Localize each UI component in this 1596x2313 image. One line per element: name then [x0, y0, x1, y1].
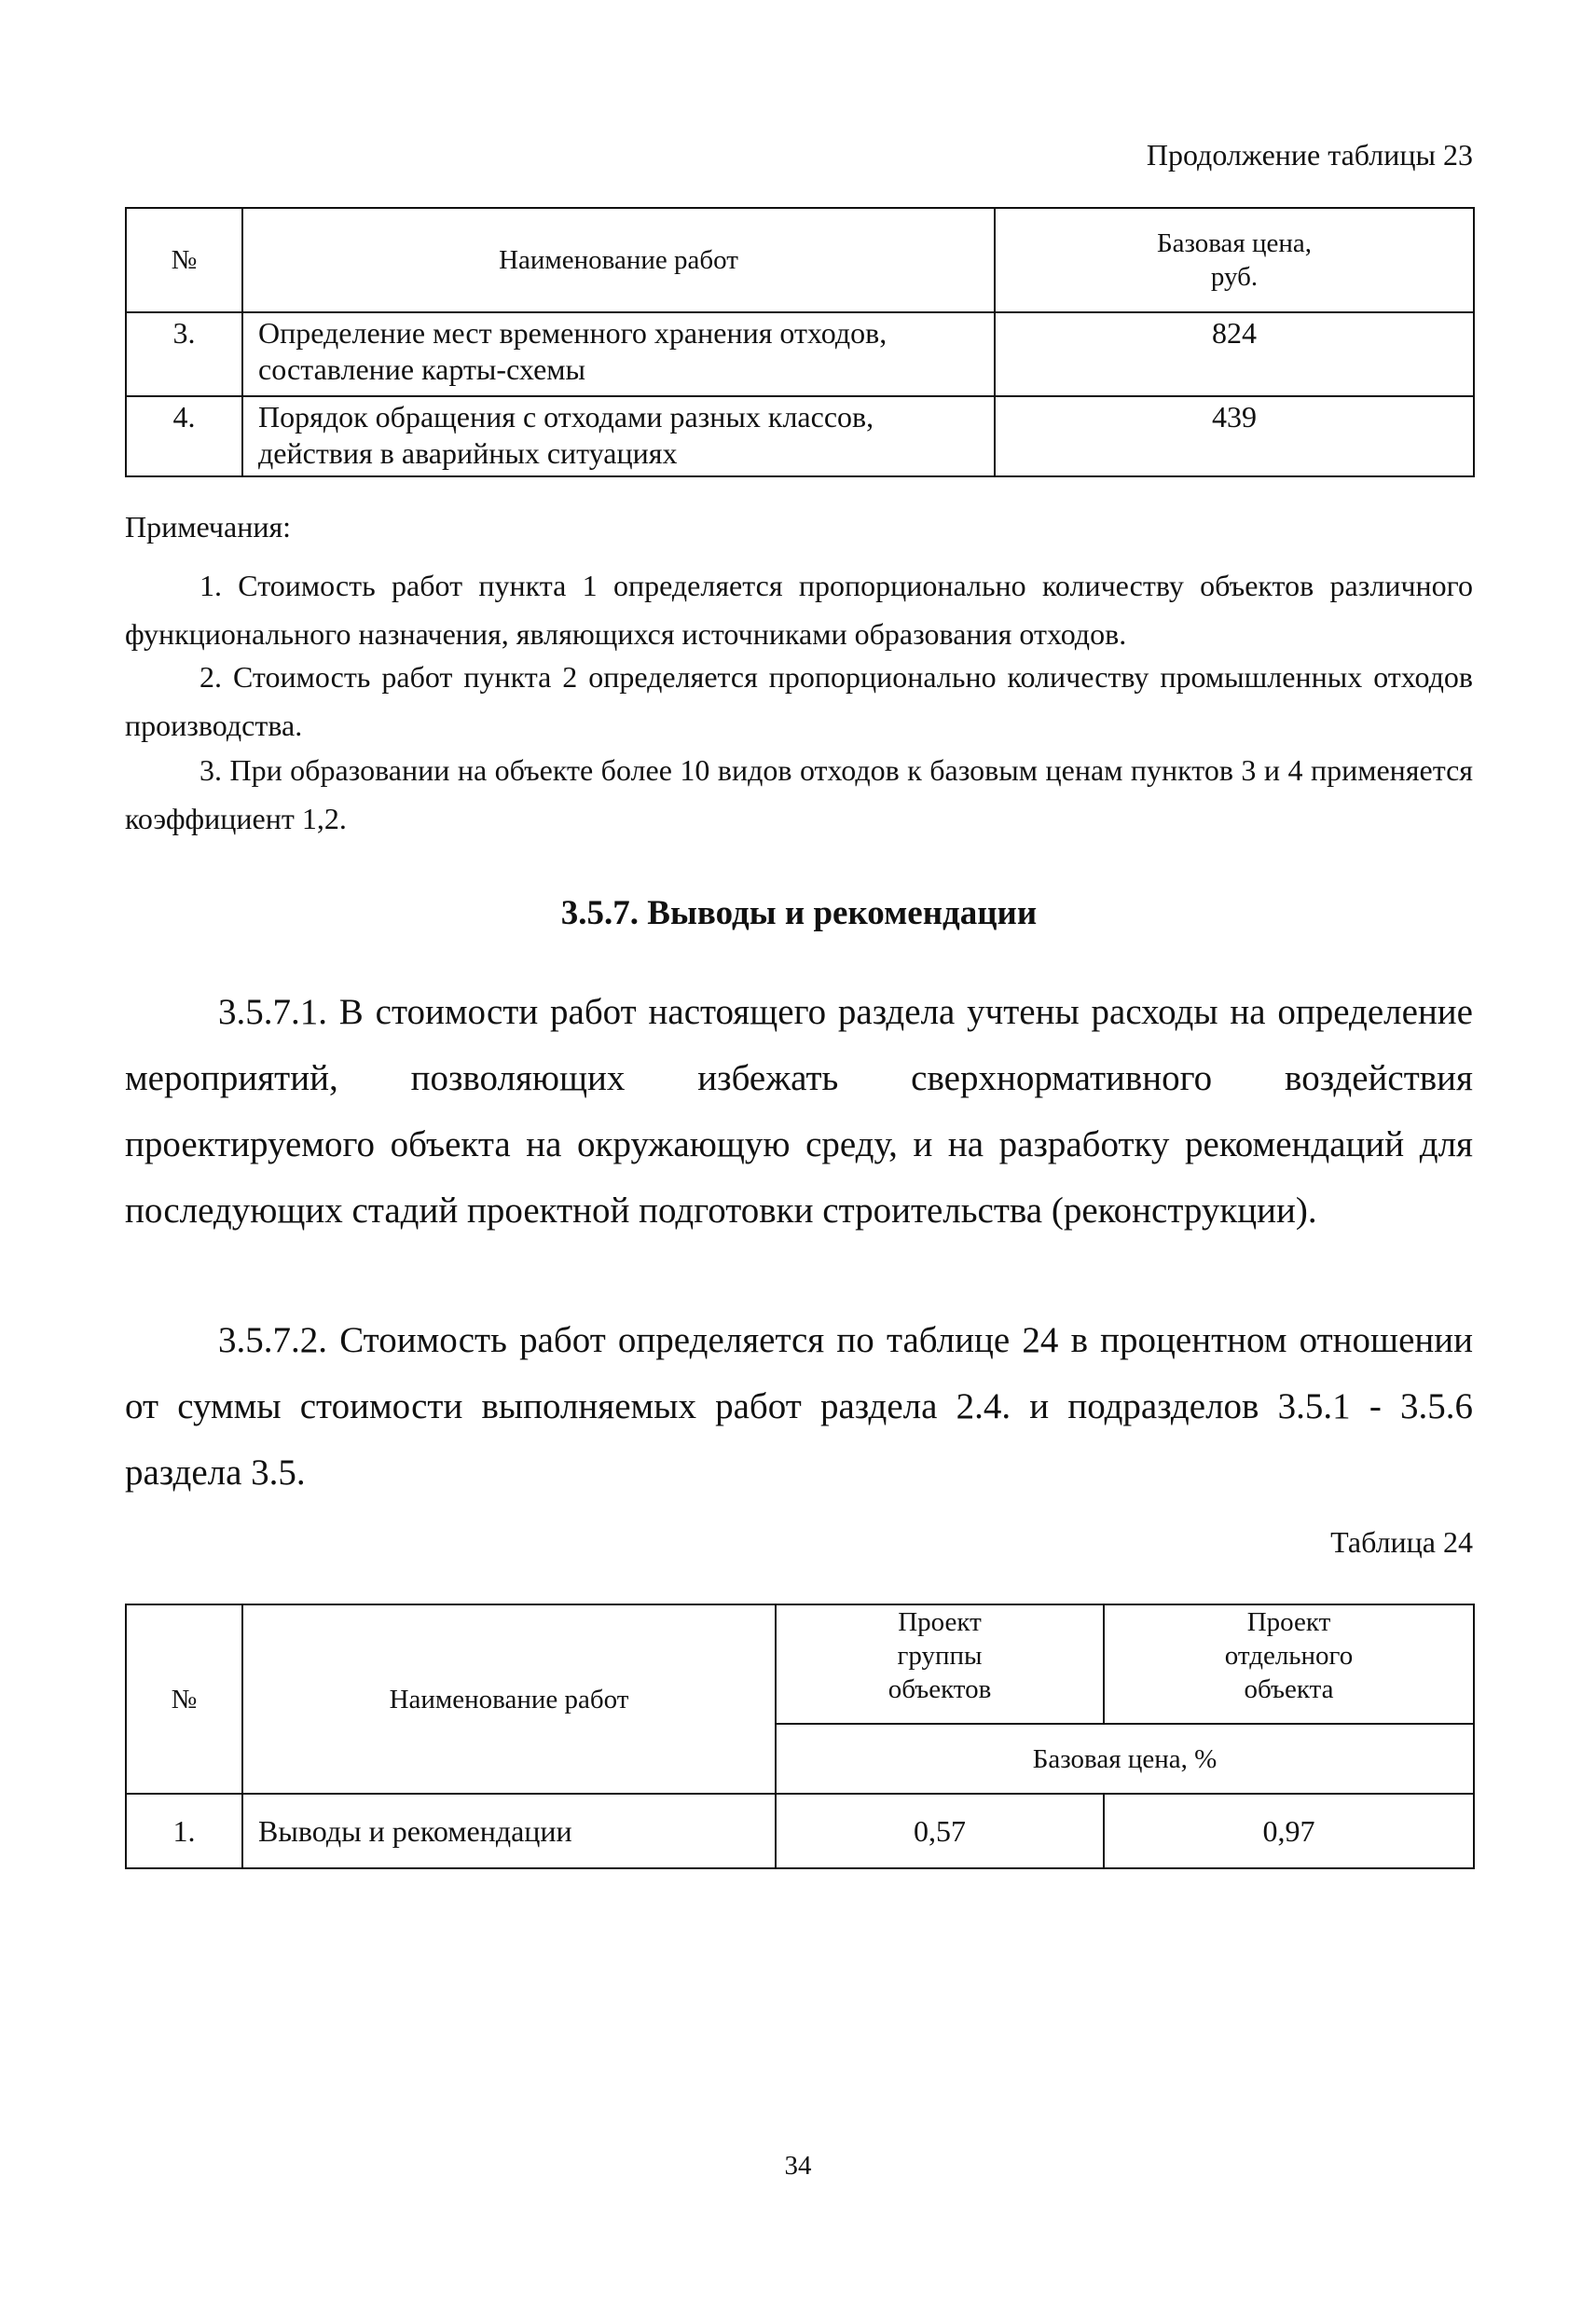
note-item: 1. Стоимость работ пункта 1 определяется пропорционально количеству объектов различного функционального назначения, являющихся источниками образования отходов.	[125, 569, 1473, 651]
row-work-name: Выводы и рекомендации	[242, 1794, 776, 1868]
section-paragraph: 3.5.7.2. Стоимость работ определяется по таблице 24 в процентном отношении от суммы стоимости выполняемых работ раздела 2.4. и подразделов 3.5.1 - 3.5.6 раздела 3.5.	[125, 1320, 1473, 1493]
table-row	[126, 1794, 1474, 1868]
column-header-base-price-percent: Базовая цена, %	[776, 1724, 1474, 1794]
table-row	[126, 312, 1474, 396]
row-work-name: Определение мест временного хранения отходов, составление карты-схемы	[242, 312, 995, 396]
table-header-row	[126, 1604, 1474, 1724]
table-24-caption: Таблица 24	[1330, 1525, 1473, 1559]
table-23	[125, 207, 1475, 477]
note-item: 2. Стоимость работ пункта 2 определяется пропорционально количеству промышленных отходов производства.	[125, 660, 1473, 742]
row-number: 4.	[126, 396, 242, 476]
table-row	[126, 396, 1474, 476]
column-header-group-project: Проект группы объектов	[776, 1604, 1104, 1724]
notes-title: Примечания:	[125, 510, 292, 544]
row-work-name: Порядок обращения с отходами разных классов, действия в аварийных ситуациях	[242, 396, 995, 476]
column-header-work-name: Наименование работ	[242, 1604, 776, 1794]
row-number: 3.	[126, 312, 242, 396]
column-header-number: №	[126, 1604, 242, 1794]
row-base-price: 439	[995, 396, 1474, 476]
row-base-price: 824	[995, 312, 1474, 396]
table-24	[125, 1604, 1475, 1869]
column-header-base-price: Базовая цена, руб.	[995, 208, 1474, 312]
section-title: 3.5.7. Выводы и рекомендации	[560, 894, 1038, 932]
row-group-project-value: 0,57	[776, 1794, 1104, 1868]
table-23-continuation-caption: Продолжение таблицы 23	[1146, 138, 1473, 172]
note-item: 3. При образовании на объекте более 10 видов отходов к базовым ценам пунктов 3 и 4 применяется коэффициент 1,2.	[125, 753, 1473, 835]
column-header-single-project: Проект отдельного объекта	[1104, 1604, 1474, 1724]
section-paragraph: 3.5.7.1. В стоимости работ настоящего раздела учтены расходы на определение мероприятий, позволяющих избежать сверхнормативного воздействия проектируемого объекта на окружающую среду, и на разработку рекомендаций для последующих стадий проектной подготовки строительства (реконструкции).	[125, 992, 1473, 1231]
row-single-project-value: 0,97	[1104, 1794, 1474, 1868]
column-header-number: №	[126, 208, 242, 312]
table-header-row	[126, 208, 1474, 312]
row-number: 1.	[126, 1794, 242, 1868]
column-header-work-name: Наименование работ	[242, 208, 995, 312]
page-number: 34	[784, 2151, 812, 2181]
